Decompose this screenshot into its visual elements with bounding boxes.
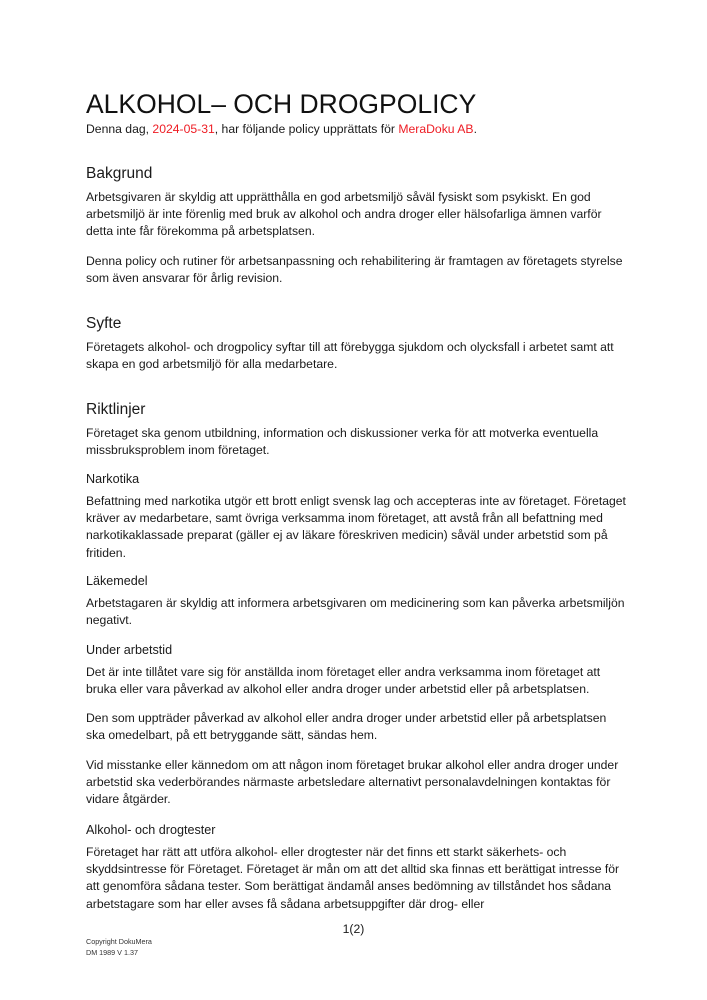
under-arbetstid-paragraph-3 — [86, 757, 626, 809]
under-arbetstid-paragraph-2 — [86, 710, 626, 744]
subsection-under-arbetstid — [86, 642, 626, 659]
subsection-lakemedel — [86, 573, 626, 590]
narkotika-paragraph-1 — [86, 493, 626, 562]
subsection-heading: Narkotika — [86, 472, 140, 486]
riktlinjer-paragraph-1 — [86, 425, 626, 459]
subsection-heading: Alkohol- och drogtester — [86, 823, 216, 837]
bakgrund-paragraph-1 — [86, 189, 626, 241]
copyright-text: Copyright DokuMera — [86, 937, 152, 946]
paragraph: Företaget ska genom utbildning, information och diskussioner verka för att motverka eventuella missbruksproblem inom företaget. — [86, 426, 599, 458]
paragraph: Befattning med narkotika utgör ett brott enligt svensk lag och accepteras inte av företaget. Företaget kräver av medarbetare, samt övriga verksamma inom företaget, att avstå från all befattning med narkotikaklassade preparat (gäller ej av läkare föreskriven medicin) såväl under arbetstid som på fritiden. — [86, 494, 626, 560]
intro-suffix: . — [473, 122, 477, 136]
subsection-narkotika — [86, 471, 626, 488]
section-heading: Bakgrund — [86, 165, 153, 182]
lakemedel-paragraph-1 — [86, 595, 626, 629]
subsection-tester — [86, 822, 626, 839]
subsection-heading: Läkemedel — [86, 574, 148, 588]
page-number: 1(2) — [342, 922, 365, 936]
tester-paragraph-1 — [86, 844, 626, 913]
company-name: MeraDoku AB — [398, 122, 474, 136]
subsection-heading: Under arbetstid — [86, 643, 173, 657]
paragraph: Vid misstanke eller kännedom om att någon inom företaget brukar alkohol eller andra droger under arbetstid ska vederbörandes närmaste arbetsledare alternativt personalavdelningen kontaktas för vidare åtgärder. — [86, 758, 619, 807]
page-footer — [86, 937, 152, 958]
document-id: DM 1989 V 1.37 — [86, 947, 138, 957]
section-bakgrund — [86, 164, 626, 184]
section-syfte — [86, 314, 626, 334]
paragraph: Arbetsgivaren är skyldig att upprätthålla en god arbetsmiljö såväl fysiskt som psykiskt. En god arbetsmiljö är inte förenlig med bruk av alkohol och andra droger eller hälsofarliga ämnen varför detta inte får förekomma på arbetsplatsen. — [86, 190, 602, 239]
section-riktlinjer — [86, 400, 626, 420]
under-arbetstid-paragraph-1 — [86, 664, 626, 698]
paragraph: Denna policy och rutiner för arbetsanpassning och rehabilitering är framtagen av företagets styrelse som även ansvarar för årlig revision. — [86, 254, 623, 286]
intro-prefix: Denna dag, — [86, 122, 153, 136]
paragraph: Den som uppträder påverkad av alkohol eller andra droger under arbetstid eller på arbetsplatsen ska omedelbart, på ett betryggande sätt, sändas hem. — [86, 711, 607, 743]
paragraph: Arbetstagaren är skyldig att informera arbetsgivaren om medicinering som kan påverka arbetsmiljön negativt. — [86, 596, 625, 628]
intro-middle: , har följande policy upprättats för — [214, 122, 399, 136]
paragraph: Företaget har rätt att utföra alkohol- eller drogtester när det finns ett starkt säkerhets- och skyddsintresse för Företaget. Företaget är mån om att det alltid ska finnas ett berättigat intresse för att genomföra sådana tester. Som berättigat ändamål anses bedömning av tillståndet hos sådana arbetstagare som har eller avses få sådana arbetsuppgifter där drog- eller — [86, 845, 620, 911]
bakgrund-paragraph-2 — [86, 253, 626, 287]
paragraph: Företagets alkohol- och drogpolicy syftar till att förebygga sjukdom och olycksfall i arbetet samt att skapa en god arbetsmiljö för alla medarbetare. — [86, 340, 614, 372]
syfte-paragraph-1 — [86, 339, 626, 373]
policy-date: 2024-05-31 — [152, 122, 215, 136]
section-heading: Riktlinjer — [86, 401, 146, 418]
intro-line — [86, 121, 626, 138]
paragraph: Det är inte tillåtet vare sig för anställda inom företaget eller andra verksamma inom företaget att bruka eller vara påverkad av alkohol eller andra droger under arbetstid eller på arbetsplatsen. — [86, 665, 601, 697]
document-title: ALKOHOL– OCH DROGPOLICY — [86, 89, 477, 119]
section-heading: Syfte — [86, 315, 122, 332]
document-header — [86, 88, 626, 138]
